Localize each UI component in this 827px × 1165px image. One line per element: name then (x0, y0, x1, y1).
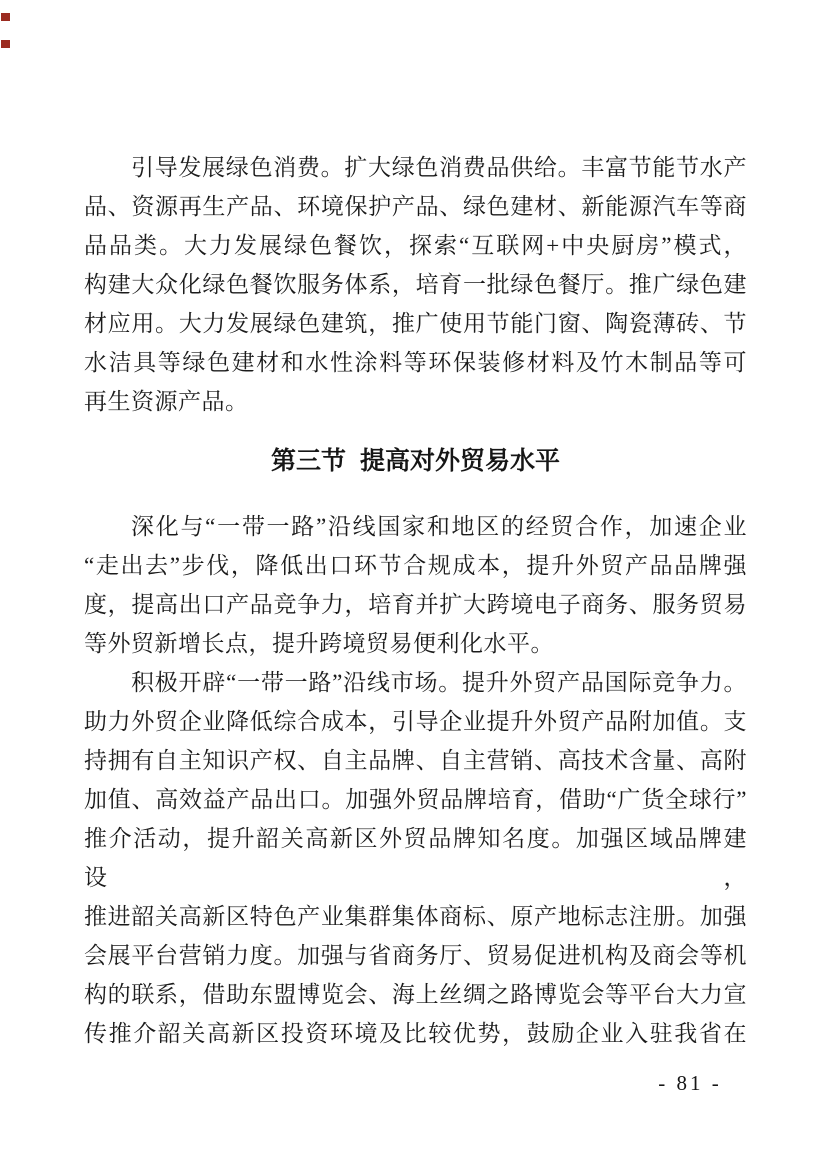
text-line: 材应用。大力发展绿色建筑，推广使用节能门窗、陶瓷薄砖、节 (84, 311, 747, 336)
red-corner-mark-top (1, 13, 10, 21)
page-number: - 81 - (658, 1071, 722, 1095)
text-line: 推进韶关高新区特色产业集群集体商标、原产地标志注册。加强 (84, 904, 747, 929)
text-line: 等外贸新增长点，提升跨境贸易便利化水平。 (84, 631, 554, 656)
text-line: 品品类。大力发展绿色餐饮，探索“互联网+中央厨房”模式， (84, 233, 747, 258)
text-line: 推介活动，提升韶关高新区外贸品牌知名度。加强区域品牌建设， (84, 826, 747, 890)
text-line: 会展平台营销力度。加强与省商务厅、贸易促进机构及商会等机 (84, 943, 747, 968)
red-corner-mark-bottom (1, 40, 10, 48)
text-line: 深化与“一带一路”沿线国家和地区的经贸合作，加速企业 (131, 514, 747, 539)
text-line: 助力外贸企业降低综合成本，引导企业提升外贸产品附加值。支 (84, 709, 747, 734)
text-line: 水洁具等绿色建材和水性涂料等环保装修材料及竹木制品等可 (84, 350, 747, 375)
text-line: 加值、高效益产品出口。加强外贸品牌培育，借助“广货全球行” (84, 787, 747, 812)
text-line: “走出去”步伐，降低出口环节合规成本，提升外贸产品品牌强 (84, 553, 747, 578)
text-line: 品、资源再生产品、环境保护产品、绿色建材、新能源汽车等商 (84, 194, 747, 219)
text-line: 度，提高出口产品竞争力，培育并扩大跨境电子商务、服务贸易 (84, 592, 747, 617)
text-line: 再生资源产品。 (84, 389, 249, 414)
paragraph-belt-and-road-markets (84, 663, 747, 1053)
text-line: 构建大众化绿色餐饮服务体系，培育一批绿色餐厅。推广绿色建 (84, 272, 747, 297)
text-line: 持拥有自主知识产权、自主品牌、自主营销、高技术含量、高附 (84, 748, 747, 773)
paragraph-foreign-trade-cooperation (84, 507, 747, 663)
text-line: 传推介韶关高新区投资环境及比较优势，鼓励企业入驻我省在 (84, 1021, 747, 1046)
text-line: 积极开辟“一带一路”沿线市场。提升外贸产品国际竞争力。 (131, 670, 747, 695)
text-line: 引导发展绿色消费。扩大绿色消费品供给。丰富节能节水产 (131, 155, 747, 180)
section-heading: 第三节 提高对外贸易水平 (271, 447, 560, 475)
paragraph-green-consumption (84, 148, 747, 421)
text-line: 构的联系，借助东盟博览会、海上丝绸之路博览会等平台大力宣 (84, 982, 747, 1007)
